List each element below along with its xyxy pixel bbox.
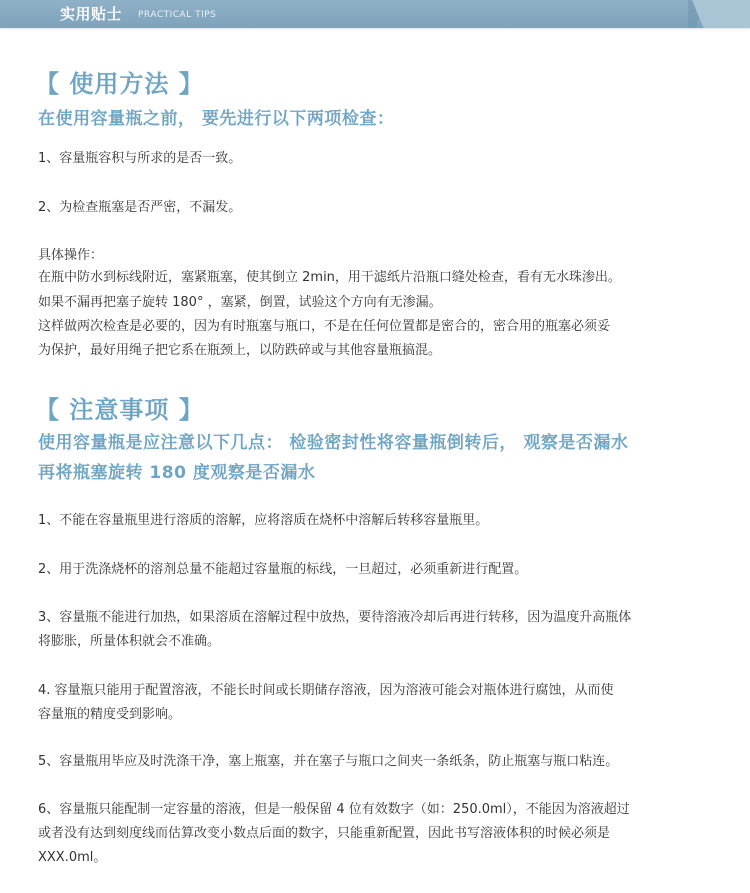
header-banner xyxy=(0,0,750,28)
note-item-4-line: 容量瓶的精度受到影响。 xyxy=(38,707,182,722)
note-item-3-line: 3、容量瓶不能进行加热，如果溶质在溶解过程中放热，要待溶液冷却后再进行转移，因为温度升高瓶体 xyxy=(38,610,632,625)
note-item-4-line: 4. 容量瓶只能用于配置溶液，不能长时间或长期储存溶液，因为溶液可能会对瓶体进行腐蚀，从而使 xyxy=(38,683,614,698)
procedure-line: 在瓶中防水到标线附近，塞紧瓶塞，使其倒立 2min，用干滤纸片沿瓶口缝处检查，看有无水珠渗出。 xyxy=(38,270,621,285)
notes-subheading-line: 再将瓶塞旋转 180 度观察是否漏水 xyxy=(38,463,316,483)
note-item-6-line: XXX.0ml。 xyxy=(38,850,107,865)
check-item: 1、容量瓶容积与所求的是否一致。 xyxy=(38,151,242,166)
usage-subheading: 在使用容量瓶之前， 要先进行以下两项检查： xyxy=(38,109,395,129)
note-item-2: 2、用于洗涤烧杯的溶剂总量不能超过容量瓶的标线，一旦超过，必须重新进行配置。 xyxy=(38,562,528,577)
check-item: 2、为检查瓶塞是否严密，不漏发。 xyxy=(38,200,242,215)
banner-title-cn: 实用贴士 xyxy=(60,5,123,23)
usage-heading: 【 使用方法 】 xyxy=(35,70,204,98)
procedure-line: 为保护，最好用绳子把它系在瓶颈上，以防跌碎或与其他容量瓶搞混。 xyxy=(38,343,442,358)
notes-subheading-line: 使用容量瓶是应注意以下几点： 检验密封性将容量瓶倒转后， 观察是否漏水 xyxy=(38,433,629,453)
procedure-line: 这样做两次检查是必要的，因为有时瓶塞与瓶口，不是在任何位置都是密合的，密合用的瓶塞必须妥 xyxy=(38,319,611,334)
banner-fold-corner xyxy=(692,0,750,28)
procedure-line: 如果不漏再把塞子旋转 180° ，塞紧，倒置，试验这个方向有无渗漏。 xyxy=(38,295,442,310)
note-item-3-line: 将膨胀，所量体积就会不准确。 xyxy=(38,634,221,649)
note-item-5: 5、容量瓶用毕应及时洗涤干净，塞上瓶塞，并在塞子与瓶口之间夹一条纸条，防止瓶塞与瓶口粘连。 xyxy=(38,754,619,769)
procedure-label: 具体操作： xyxy=(38,248,104,263)
note-item-6-line: 6、容量瓶只能配制一定容量的溶液，但是一般保留 4 位有效数字（如：250.0ml），不能因为溶液超过 xyxy=(38,802,630,817)
notes-heading: 【 注意事项 】 xyxy=(35,396,204,424)
banner-title-en: PRACTICAL TIPS xyxy=(138,10,217,20)
note-item-1: 1、不能在容量瓶里进行溶质的溶解，应将溶质在烧杯中溶解后转移容量瓶里。 xyxy=(38,513,489,528)
note-item-6-line: 或者没有达到刻度线而估算改变小数点后面的数字，只能重新配置，因此书写溶液体积的时候必须是 xyxy=(38,826,611,841)
